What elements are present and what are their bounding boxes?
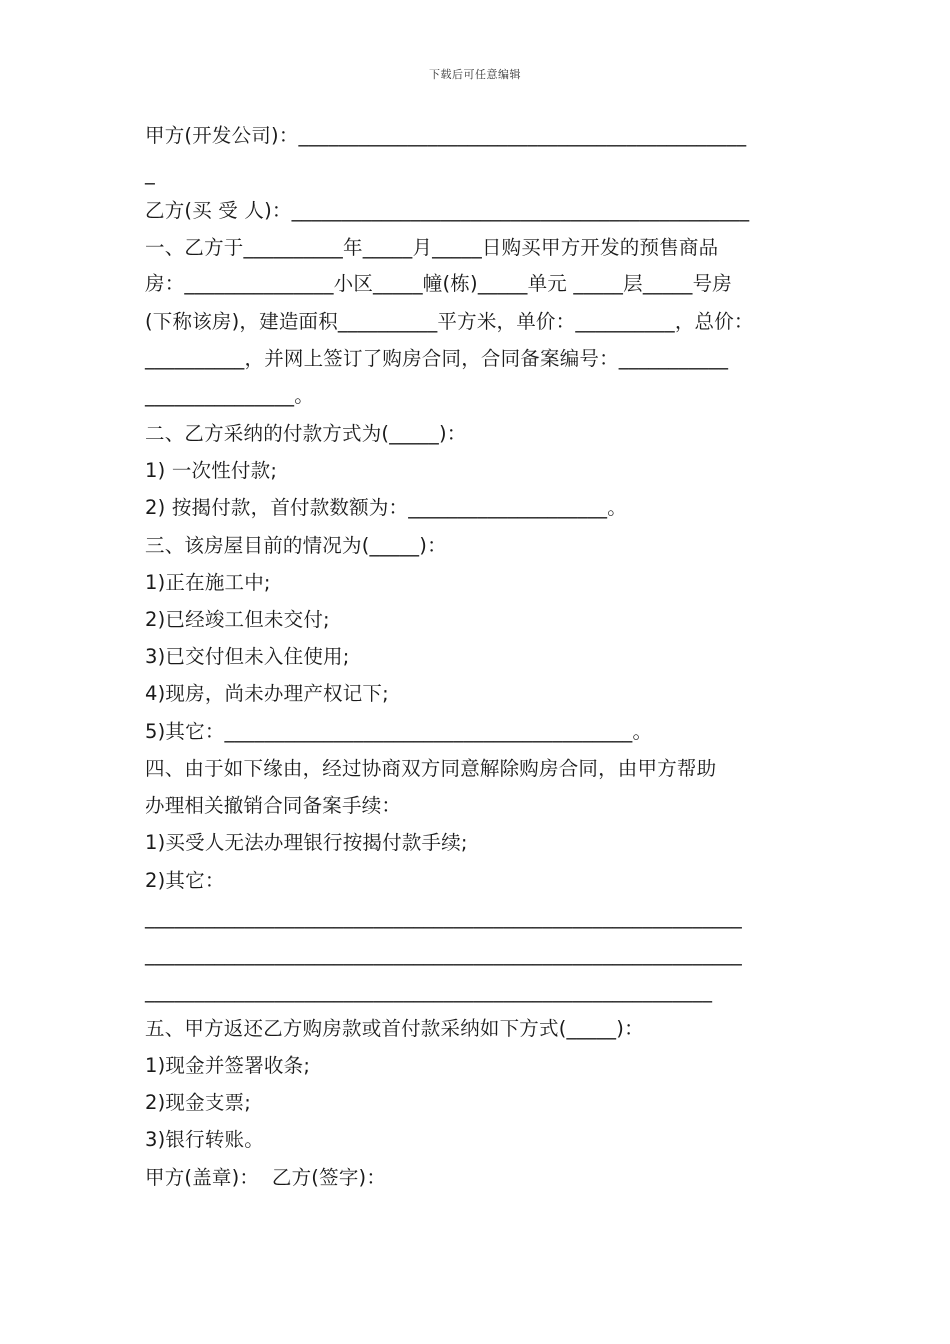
clause-4-line-2: 办理相关撤销合同备案手续： [145,794,402,817]
party-b-line: 乙方(买 受 人)：______________________________________________ [145,199,750,222]
clause-4-option-2: 2)其它： [145,869,225,892]
clause-3-option-1: 1)正在施工中; [145,571,271,594]
party-a-overflow-line: _ [145,162,155,185]
clause-3-option-5: 5)其它：_________________________________________。 [145,720,653,743]
clause-5-option-3: 3)银行转账。 [145,1128,264,1151]
clause-1-line-5: _______________。 [145,384,314,407]
clause-2-heading: 二、乙方采纳的付款方式为(_____)： [145,422,467,445]
clause-1-line-1: 一、乙方于__________年_____月_____日购买甲方开发的预售商品 [145,236,719,259]
clause-5-heading: 五、甲方返还乙方购房款或首付款采纳如下方式(_____)： [145,1017,644,1040]
signature-line: 甲方(盖章)： 乙方(签字)： [145,1166,387,1189]
clause-4-line-1: 四、由于如下缘由，经过协商双方同意解除购房合同，由甲方帮助 [145,757,717,780]
blank-line-3: _________________________________________________________ [145,980,713,1003]
clause-3-option-4: 4)现房，尚未办理产权记下; [145,682,389,705]
clause-1-line-4: __________，并网上签订了购房合同，合同备案编号：___________ [145,347,729,370]
clause-3-option-3: 3)已交付但未入住使用; [145,645,350,668]
clause-2-option-1: 1) 一次性付款; [145,459,278,482]
clause-5-option-2: 2)现金支票; [145,1091,251,1114]
page-header-note: 下载后可任意编辑 [429,68,521,81]
party-a-line: 甲方(开发公司)：_____________________________________________ [145,124,747,147]
clause-2-option-2: 2) 按揭付款，首付款数额为：____________________。 [145,496,627,519]
clause-1-line-3: (下称该房)，建造面积__________平方米，单价：__________，总价： [145,310,754,333]
clause-5-option-1: 1)现金并签署收条; [145,1054,311,1077]
clause-3-option-2: 2)已经竣工但未交付; [145,608,330,631]
clause-3-heading: 三、该房屋目前的情况为(_____)： [145,534,447,557]
blank-line-2: ____________________________________________________________ [145,943,742,966]
blank-line-1: ____________________________________________________________ [145,906,742,929]
clause-4-option-1: 1)买受人无法办理银行按揭付款手续; [145,831,468,854]
clause-1-line-2: 房：_______________小区_____幢(栋)_____单元 _____层_____号房 [145,272,732,295]
